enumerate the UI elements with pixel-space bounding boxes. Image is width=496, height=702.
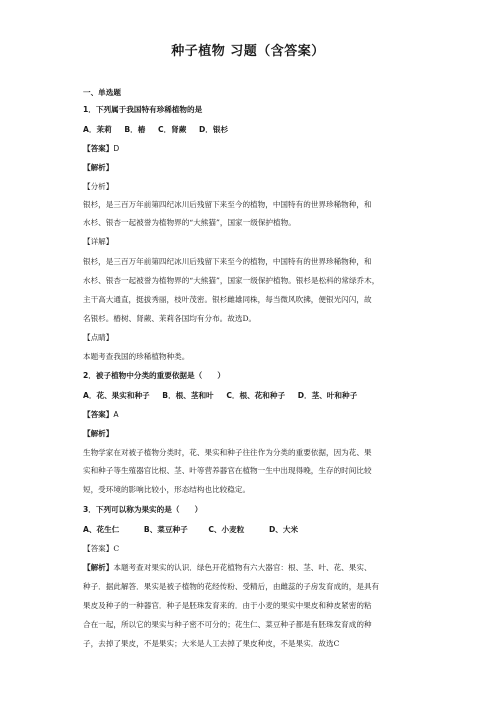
q3-option-a: A、花生仁 xyxy=(83,525,120,534)
q3-option-d: D、大米 xyxy=(268,525,299,534)
q3-jiexi-line-1 xyxy=(83,562,413,573)
q1-fenxi-label: 【分析】 xyxy=(83,182,114,191)
q3-jiexi-text-4: 合在一起，所以它的果实与种子密不可分的；花生仁、菜豆种子都是有胚珠发育成的种 xyxy=(83,620,372,629)
q1-xiangjie-label: 【详解】 xyxy=(83,237,114,246)
q1-xiangjie-text-3: 主干高大通直，挺拔秀丽，枝叶茂密。银杉雌雄同株，每当微风吹拂，便银光闪闪，故 xyxy=(83,295,372,304)
q1-xiangjie-text-2: 水杉、银杏一起被誉为植物界的“大熊猫”，国家一级保护植物。银杉是松科的常绿乔木， xyxy=(83,276,380,285)
q3-jiexi-text-5: 子，去掉了果皮，不是果实；大米是人工去掉了果皮种皮，不是果实．故选C xyxy=(83,639,340,648)
q3-jiexi-text-1: 本题考查对果实的认识．绿色开花植物有六大器官：根、茎、叶、花、果实、 xyxy=(113,563,372,572)
q1-option-d: D．银杉 xyxy=(198,125,229,134)
q2-jiexi-label: 【解析】 xyxy=(83,429,114,438)
section-heading: 一、单选题 xyxy=(83,88,121,97)
question-1-options xyxy=(83,124,413,135)
answer-label: 【答案】 xyxy=(83,410,114,419)
q3-jiexi-label: 【解析】 xyxy=(83,563,114,572)
q1-dianjing-label: 【点睛】 xyxy=(83,333,114,342)
q2-jiexi-text-1: 生物学家在对被子植物分类时，花、果实和种子往往作为分类的重要依据，因为花、果 xyxy=(83,448,372,457)
question-2-options xyxy=(83,390,413,401)
question-3-options xyxy=(83,524,413,535)
question-2-stem: 2．被子植物中分类的重要依据是（ ） xyxy=(83,371,225,380)
answer-value: C xyxy=(113,544,120,553)
q2-jiexi-text-3: 短，受环境的影响比较小，形态结构也比较稳定。 xyxy=(83,485,251,494)
answer-value: A xyxy=(113,410,119,419)
q1-answer xyxy=(83,143,413,154)
q1-xiangjie-text-1: 银杉，是三百万年前第四纪冰川后残留下来至今的植物，中国特有的世界珍稀物种，和 xyxy=(83,257,372,266)
answer-value: D xyxy=(113,144,120,153)
q3-option-b: B、菜豆种子 xyxy=(143,525,188,534)
q2-option-a: A．花、果实和种子 xyxy=(83,391,150,400)
q1-option-b: B．樁 xyxy=(124,125,146,134)
question-3-stem: 3．下列可以称为果实的是（ ） xyxy=(83,505,203,514)
document-title: 种子植物 习题（含答案） xyxy=(171,44,325,59)
question-1-stem: 1．下列属于我国特有珍稀植物的是 xyxy=(83,105,203,114)
q1-option-a: A．茉莉 xyxy=(83,125,112,134)
q1-xiangjie-text-4: 名银杉。樁树、肾蕨、茉莉各国均有分布。故选D。 xyxy=(83,314,257,323)
q1-fenxi-text-1: 银杉，是三百万年前第四纪冰川后残留下来至今的植物，中国特有的世界珍稀物种，和 xyxy=(83,200,372,209)
q3-jiexi-text-2: 种子．据此解答．果实是被子植物的花经传粉、受精后，由雌蕊的子房发育成的，是具有 xyxy=(83,582,380,591)
q2-option-c: C．根、花和种子 xyxy=(226,391,286,400)
q1-option-c: C．肾蕨 xyxy=(157,125,187,134)
q2-option-d: D．茎、叶和种子 xyxy=(297,391,358,400)
q3-option-c: C、小麦粒 xyxy=(208,525,245,534)
answer-label: 【答案】 xyxy=(83,144,114,153)
answer-label: 【答案】 xyxy=(83,544,114,553)
q1-dianjing-text: 本题考查我国的珍稀植物种类。 xyxy=(83,352,190,361)
q3-jiexi-text-3: 果皮及种子的一种器官．种子是胚珠发育来的．由于小麦的果实中果皮和种皮紧密的粘 xyxy=(83,601,372,610)
q2-answer xyxy=(83,409,413,420)
q2-option-b: B．根、茎和叶 xyxy=(162,391,214,400)
q1-jiexi-label: 【解析】 xyxy=(83,163,114,172)
q1-fenxi-text-2: 水杉、银杏一起被誉为植物界的“大熊猫”，国家一级保护植物。 xyxy=(83,218,296,227)
q3-answer xyxy=(83,543,413,554)
q2-jiexi-text-2: 实和种子等生殖器官比根、茎、叶等营养器官在植物一生中出现得晚，生存的时间比较 xyxy=(83,466,372,475)
